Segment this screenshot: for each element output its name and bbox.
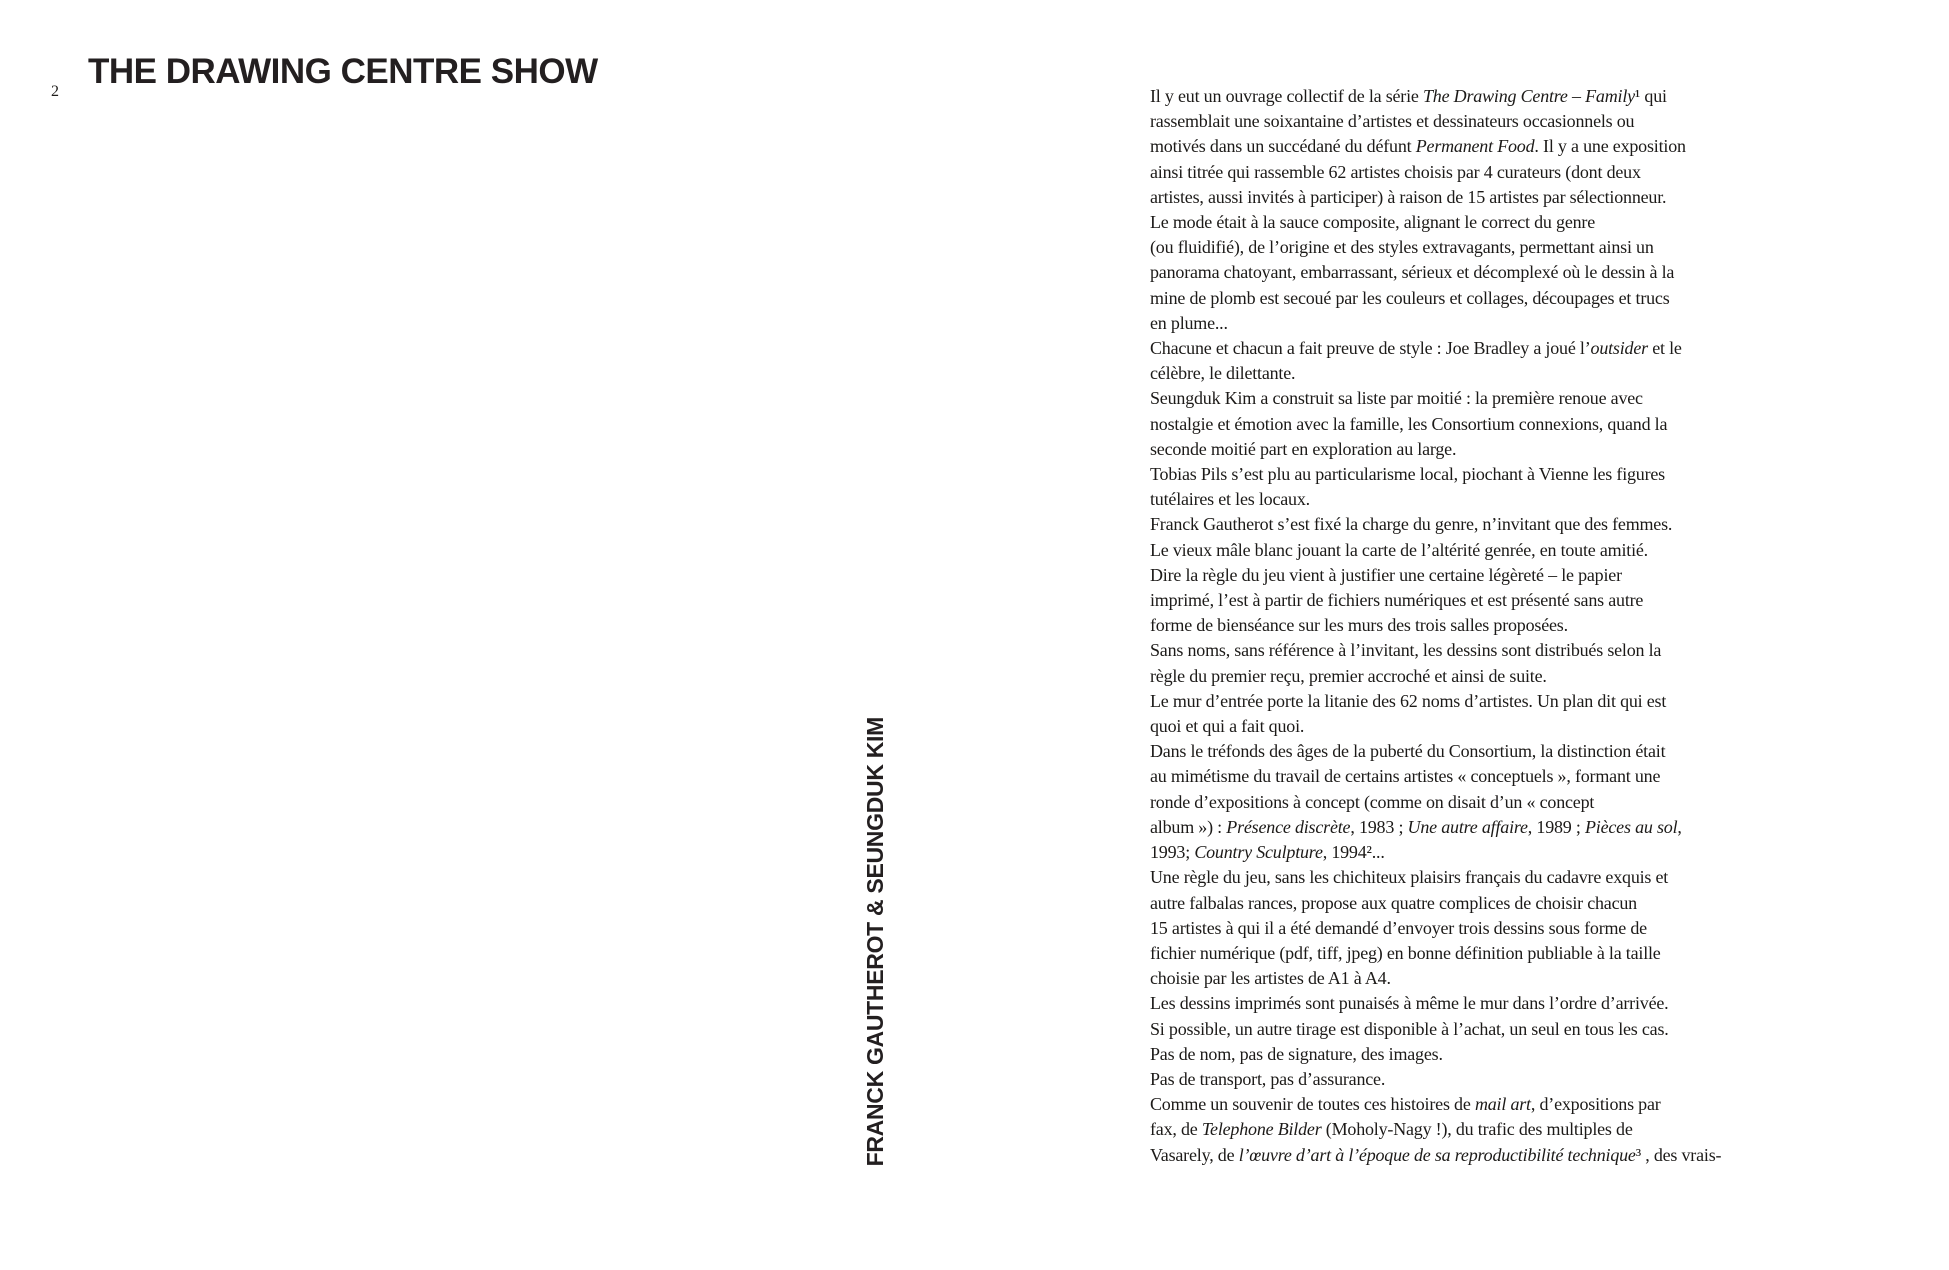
text-line <box>1150 386 1790 411</box>
text-segment: ¹ qui <box>1634 86 1667 106</box>
italic-text-segment: The Drawing Centre – Family <box>1422 86 1635 106</box>
authors-byline: FRANCK GAUTHEROT & SEUNGDUK KIM <box>862 716 888 1166</box>
text-line <box>1150 840 1790 865</box>
text-segment: Franck Gautherot s’est fixé la charge du genre, n’invitant que des femmes. <box>1150 514 1673 535</box>
text-segment: tutélaires et les locaux. <box>1150 489 1310 510</box>
text-line <box>1150 991 1790 1016</box>
text-segment: forme de bienséance sur les murs des trois salles proposées. <box>1150 615 1568 636</box>
text-segment: mine de plomb est secoué par les couleurs et collages, découpages et trucs <box>1150 287 1670 308</box>
text-line <box>1150 538 1790 563</box>
italic-text-segment: Telephone Bilder <box>1201 1119 1322 1140</box>
page-number: 2 <box>51 83 59 100</box>
text-segment: Le vieux mâle blanc jouant la carte de l’altérité genrée, en toute amitié. <box>1150 539 1648 560</box>
text-line <box>1150 865 1790 890</box>
text-segment: Pas de nom, pas de signature, des images. <box>1150 1043 1443 1064</box>
text-line <box>1150 437 1790 462</box>
text-segment: Tobias Pils s’est plu au particularisme local, piochant à Vienne les figures <box>1150 464 1665 485</box>
italic-text-segment: outsider <box>1590 338 1648 359</box>
text-line <box>1150 714 1790 739</box>
text-segment: Seungduk Kim a construit sa liste par moitié : la première renoue avec <box>1150 388 1643 409</box>
page-title: THE DRAWING CENTRE SHOW <box>88 52 598 91</box>
text-segment: au mimétisme du travail de certains artistes « conceptuels », formant une <box>1150 766 1661 787</box>
text-segment: motivés dans un succédané du défunt <box>1150 136 1416 157</box>
text-segment: règle du premier reçu, premier accroché et ainsi de suite. <box>1150 665 1547 686</box>
text-segment: Chacune et chacun a fait preuve de style : Joe Bradley a joué l’ <box>1150 338 1591 359</box>
text-segment: Les dessins imprimés sont punaisés à même le mur dans l’ordre d’arrivée. <box>1150 993 1669 1014</box>
text-segment: artistes, aussi invités à participer) à raison de 15 artistes par sélectionneur. <box>1150 186 1667 207</box>
text-line <box>1150 134 1790 159</box>
text-line <box>1150 512 1790 537</box>
text-line <box>1150 235 1790 260</box>
italic-text-segment: Pièces au sol <box>1585 816 1678 837</box>
text-segment: choisie par les artistes de A1 à A4. <box>1150 968 1391 989</box>
text-segment: célèbre, le dilettante. <box>1150 363 1296 384</box>
text-segment: 15 artistes à qui il a été demandé d’envoyer trois dessins sous forme de <box>1150 917 1647 938</box>
text-line <box>1150 412 1790 437</box>
italic-text-segment: Country Sculpture <box>1194 842 1323 863</box>
text-segment: Sans noms, sans référence à l’invitant, les dessins sont distribués selon la <box>1150 640 1662 661</box>
text-segment: Vasarely, de <box>1150 1144 1239 1165</box>
text-line <box>1150 109 1790 134</box>
text-segment: , 1989 ; <box>1527 816 1585 837</box>
text-line <box>1150 638 1790 663</box>
text-line <box>1150 941 1790 966</box>
italic-text-segment: Présence discrète <box>1226 816 1351 837</box>
text-segment: Le mur d’entrée porte la litanie des 62 noms d’artistes. Un plan dit qui est <box>1150 690 1667 711</box>
text-line <box>1150 336 1790 361</box>
text-line <box>1150 311 1790 336</box>
text-segment: Une règle du jeu, sans les chichiteux plaisirs français du cadavre exquis et <box>1150 867 1669 888</box>
text-segment: et le <box>1647 338 1682 359</box>
text-segment: nostalgie et émotion avec la famille, les Consortium connexions, quand la <box>1150 413 1668 434</box>
text-segment: Dans le tréfonds des âges de la puberté du Consortium, la distinction était <box>1150 741 1666 762</box>
text-line <box>1150 739 1790 764</box>
text-segment: , <box>1677 816 1682 837</box>
text-line <box>1150 563 1790 588</box>
text-line <box>1150 1092 1790 1117</box>
text-line <box>1150 764 1790 789</box>
text-segment: Dire la règle du jeu vient à justifier une certaine légèreté – le papier <box>1150 564 1622 585</box>
text-line <box>1150 1042 1790 1067</box>
text-line <box>1150 84 1790 109</box>
text-segment: (ou fluidifié), de l’origine et des styles extravagants, permettant ainsi un <box>1150 237 1654 258</box>
text-line <box>1150 790 1790 815</box>
italic-text-segment: l’œuvre d’art à l’époque de sa reproductibilité technique <box>1238 1144 1636 1165</box>
text-line <box>1150 1017 1790 1042</box>
text-line <box>1150 891 1790 916</box>
text-segment: seconde moitié part en exploration au large. <box>1150 438 1457 459</box>
text-segment: ronde d’expositions à concept (comme on disait d’un « concept <box>1150 791 1595 812</box>
text-segment: autre falbalas rances, propose aux quatre complices de choisir chacun <box>1150 892 1637 913</box>
text-line <box>1150 260 1790 285</box>
text-segment: imprimé, l’est à partir de fichiers numériques et est présenté sans autre <box>1150 590 1644 611</box>
text-segment: en plume... <box>1150 312 1228 333</box>
text-segment: Pas de transport, pas d’assurance. <box>1150 1068 1386 1089</box>
text-line <box>1150 286 1790 311</box>
text-segment: quoi et qui a fait quoi. <box>1150 716 1305 737</box>
text-line <box>1150 664 1790 689</box>
text-line <box>1150 185 1790 210</box>
text-line <box>1150 613 1790 638</box>
text-segment: rassemblait une soixantaine d’artistes et dessinateurs occasionnels ou <box>1150 111 1635 132</box>
text-line <box>1150 1143 1790 1168</box>
text-line <box>1150 689 1790 714</box>
text-line <box>1150 462 1790 487</box>
text-line <box>1150 588 1790 613</box>
italic-text-segment: Permanent Food <box>1415 136 1535 157</box>
text-segment: Le mode était à la sauce composite, alignant le correct du genre <box>1150 212 1595 233</box>
text-segment: (Moholy-Nagy !), du trafic des multiples de <box>1321 1119 1633 1140</box>
italic-text-segment: Une autre affaire <box>1407 816 1528 837</box>
article-text <box>1150 84 1790 1168</box>
text-line <box>1150 160 1790 185</box>
text-line <box>1150 815 1790 840</box>
text-line <box>1150 361 1790 386</box>
text-line <box>1150 966 1790 991</box>
text-segment: , 1983 ; <box>1350 816 1408 837</box>
text-line <box>1150 916 1790 941</box>
text-line <box>1150 1117 1790 1142</box>
text-segment: panorama chatoyant, embarrassant, sérieux et décomplexé où le dessin à la <box>1150 262 1675 283</box>
text-segment: Il y eut un ouvrage collectif de la série <box>1150 86 1423 106</box>
text-segment: fichier numérique (pdf, tiff, jpeg) en bonne définition publiable à la taille <box>1150 942 1661 963</box>
text-segment: ainsi titrée qui rassemble 62 artistes choisis par 4 curateurs (dont deux <box>1150 161 1641 182</box>
text-segment: fax, de <box>1150 1119 1202 1140</box>
text-segment: Comme un souvenir de toutes ces histoires de <box>1150 1094 1475 1115</box>
text-segment: , d’expositions par <box>1530 1094 1661 1115</box>
text-segment: , 1994²... <box>1322 842 1385 863</box>
text-line <box>1150 1067 1790 1092</box>
text-segment: Si possible, un autre tirage est disponible à l’achat, un seul en tous les cas. <box>1150 1018 1669 1039</box>
italic-text-segment: mail art <box>1474 1094 1531 1115</box>
text-segment: 1993; <box>1150 842 1195 863</box>
text-line <box>1150 487 1790 512</box>
text-segment: . Il y a une exposition <box>1534 136 1686 157</box>
text-segment: album ») : <box>1150 816 1227 837</box>
text-segment: ³ , des vrais- <box>1635 1144 1722 1165</box>
text-line <box>1150 210 1790 235</box>
